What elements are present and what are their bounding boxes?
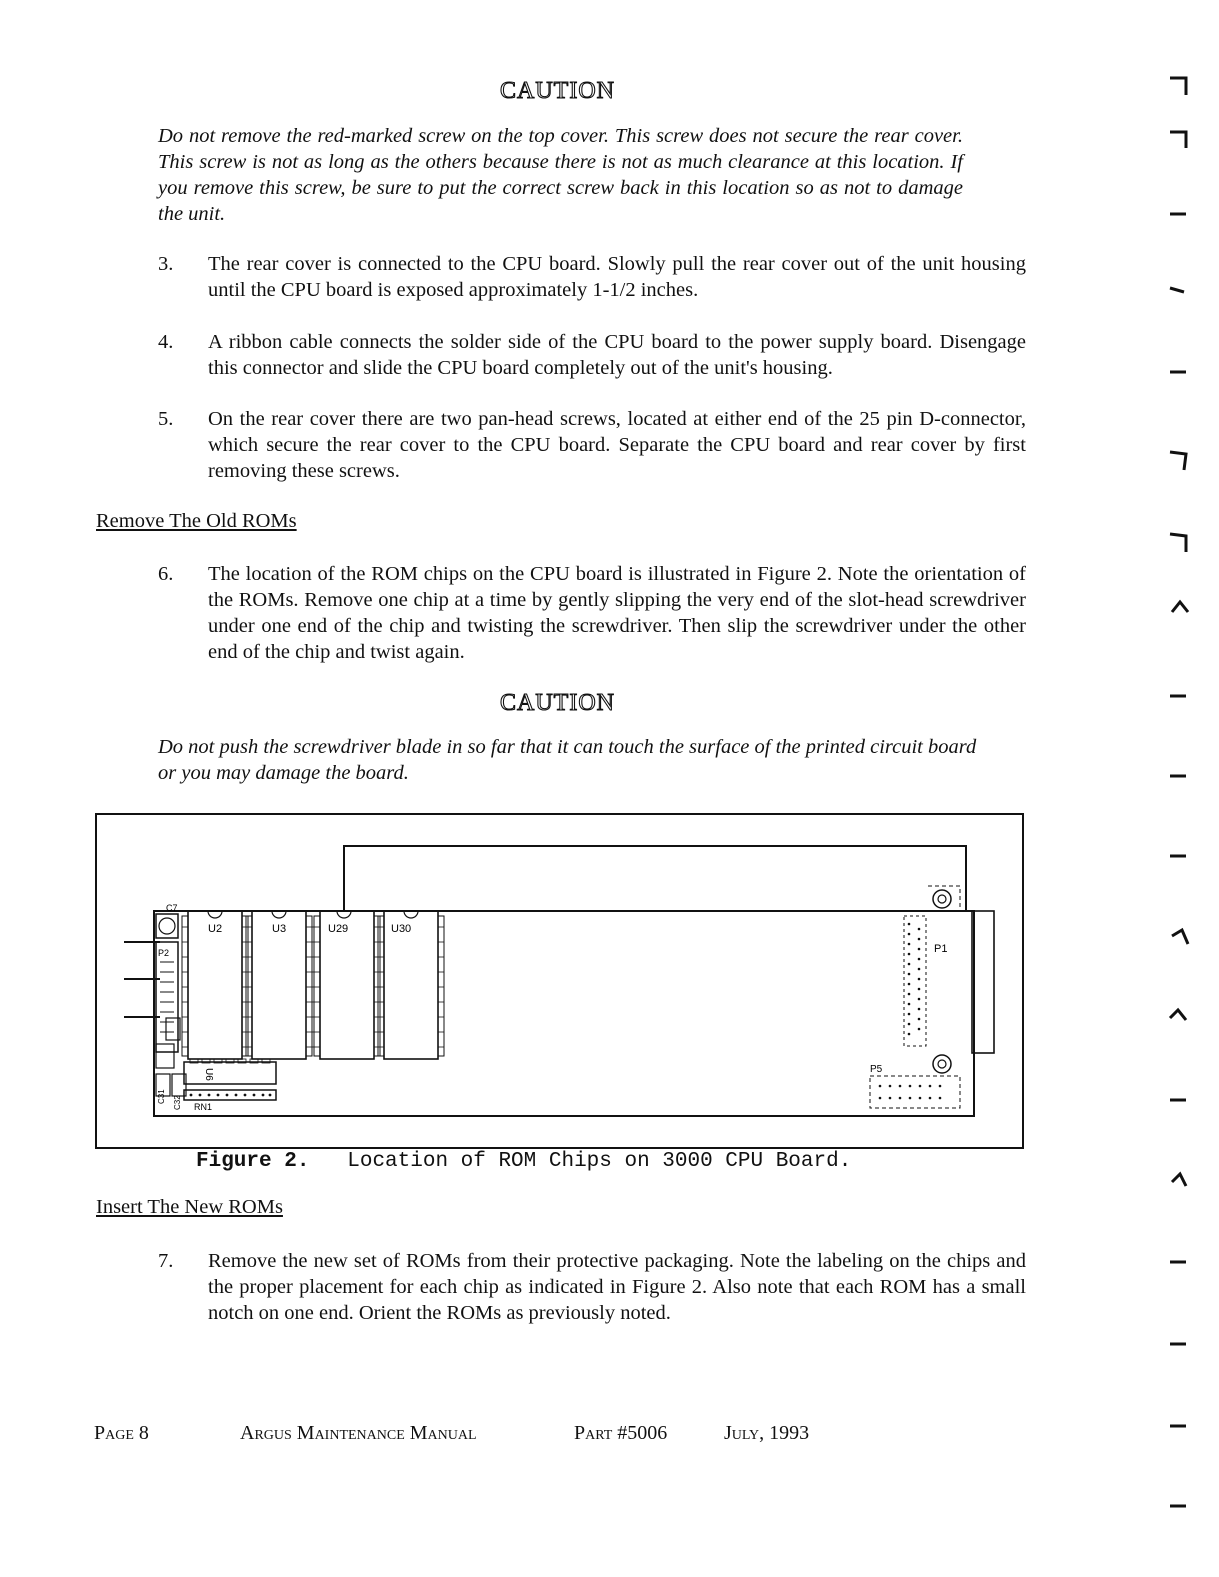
chip-label: U30 <box>391 923 412 935</box>
chip-label: U2 <box>208 923 223 935</box>
chip-label: U29 <box>328 923 349 935</box>
connector-p1 <box>904 916 926 1046</box>
screw-bottom <box>933 1055 951 1073</box>
step-6 <box>158 561 1028 665</box>
step-number: 3. <box>158 253 174 275</box>
caution-heading: CAUTION <box>500 690 615 716</box>
label-c7: C7 <box>166 903 178 913</box>
board-outline <box>154 911 974 1116</box>
screw-top <box>933 890 951 908</box>
footer-title: Argus Maintenance Manual <box>240 1422 477 1444</box>
step-number: 5. <box>158 408 174 430</box>
footer-page: Page 8 <box>94 1422 149 1444</box>
step-3 <box>158 251 1028 303</box>
section-heading-insert: Insert The New ROMs <box>96 1196 283 1218</box>
label-p1: P1 <box>934 943 948 955</box>
step-7 <box>158 1248 1028 1326</box>
rom-chip-u30 <box>378 911 444 1059</box>
caution-text: Do not push the screwdriver blade in so far that it can touch the surface of the printed circuit board or you may damage the board. <box>158 736 977 784</box>
figure-caption-label: Figure 2. <box>196 1150 310 1173</box>
rom-chip-u2 <box>182 911 248 1059</box>
figure-caption-text: Location of ROM Chips on 3000 CPU Board. <box>347 1150 852 1173</box>
footer-date: July, 1993 <box>724 1422 810 1444</box>
step-text: Remove the new set of ROMs from their protective packaging. Note the labeling on the chips and the proper placement for each chip as indicated in Figure 2. Also note that each ROM has a small notch on one end. Orient the ROMs as previously noted. <box>208 1250 1026 1324</box>
section-heading-remove: Remove The Old ROMs <box>96 510 297 532</box>
caution-heading: CAUTION <box>500 78 615 104</box>
label-c32: C32 <box>173 1095 182 1110</box>
cpu-board-figure <box>94 812 1026 1152</box>
label-c31: C31 <box>157 1089 166 1104</box>
label-u6: U6 <box>203 1068 214 1081</box>
step-text: A ribbon cable connects the solder side of the CPU board to the power supply board. Disengage this connector and slide the CPU board completely out of the unit's housing. <box>208 331 1026 379</box>
step-number: 4. <box>158 331 174 353</box>
step-number: 6. <box>158 563 174 585</box>
step-text: The rear cover is connected to the CPU board. Slowly pull the rear cover out of the unit housing until the CPU board is exposed approximately 1-1/2 inches. <box>208 253 1026 301</box>
label-p5: P5 <box>870 1064 883 1075</box>
label-p2: P2 <box>158 948 170 958</box>
caution-text: Do not remove the red-marked screw on the top cover. This screw does not secure the rear cover. This screw is not as long as the others because there is not as much clearance at this location. If you remove this screw, be sure to put the correct screw back in this location so as not to damage the unit. <box>158 125 963 225</box>
rom-chip-u3 <box>246 911 312 1059</box>
chip-pins <box>182 927 444 1047</box>
figure-frame <box>96 814 1023 1148</box>
chip-label: U3 <box>272 923 287 935</box>
binding-marks <box>1160 50 1200 1550</box>
cable-line <box>344 846 966 911</box>
figure-caption <box>196 1150 851 1173</box>
connector-p5 <box>870 1076 960 1108</box>
chip-u6 <box>184 1062 276 1084</box>
footer-part: Part #5006 <box>574 1422 668 1444</box>
step-number: 7. <box>158 1250 174 1272</box>
connector-p2 <box>156 942 178 1052</box>
step-text: The location of the ROM chips on the CPU board is illustrated in Figure 2. Note the orientation of the ROMs. Remove one chip at a time by gently slipping the very end of the slot-head screwdriver under one end of the chip and twisting the screwdriver. Then slip the screwdriver under the other end of the chip and twist again. <box>208 563 1026 663</box>
step-4 <box>158 329 1028 381</box>
rom-chip-u29 <box>314 911 380 1059</box>
label-rn1: RN1 <box>194 1102 213 1112</box>
step-5 <box>158 406 1028 484</box>
step-text: On the rear cover there are two pan-head screws, located at either end of the 25 pin D-connector, which secure the rear cover to the CPU board. Separate the CPU board and rear cover by first removing these screws. <box>208 408 1026 482</box>
d-connector-body <box>972 911 994 1053</box>
